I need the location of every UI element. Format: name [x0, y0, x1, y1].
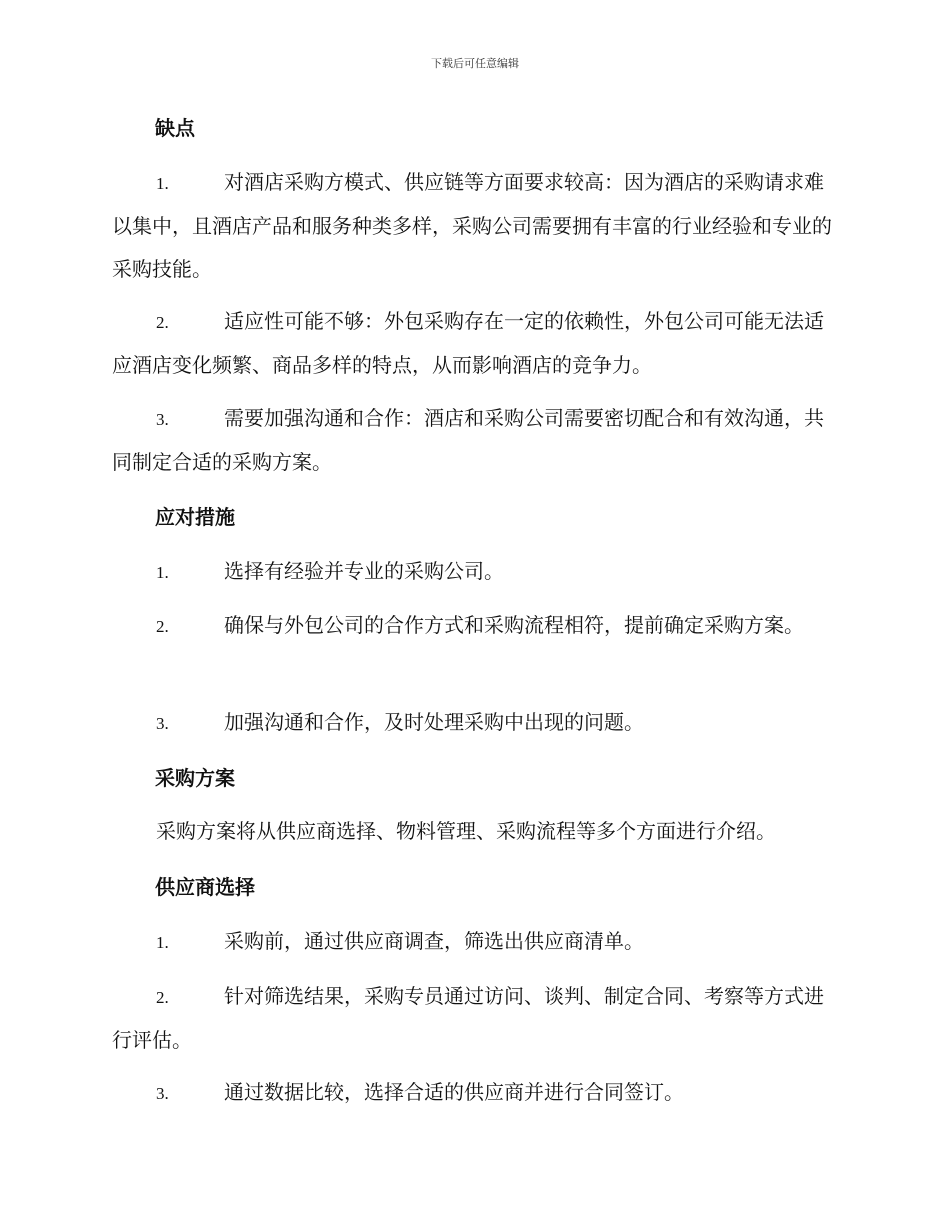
list-number: 2. [156, 617, 169, 636]
list-text: 采购前，通过供应商调查，筛选出供应商清单。 [224, 929, 644, 953]
list-item [112, 550, 838, 594]
list-number: 1. [156, 563, 169, 582]
plan-intro: 采购方案将从供应商选择、物料管理、采购流程等多个方面进行介绍。 [156, 819, 776, 843]
heading-plan: 采购方案 [155, 766, 235, 790]
list-text: 确保与外包公司的合作方式和采购流程相符，提前确定采购方案。 [224, 613, 804, 637]
list-number: 1. [156, 174, 169, 193]
header-note: 下载后可任意编辑 [431, 57, 519, 70]
list-text: 需要加强沟通和合作：酒店和采购公司需要密切配合和有效沟通，共同制定合适的采购方案。 [112, 406, 824, 474]
list-item [112, 701, 838, 745]
list-number: 3. [156, 410, 169, 429]
list-text: 针对筛选结果，采购专员通过访问、谈判、制定合同、考察等方式进行评估。 [112, 984, 824, 1052]
heading-disadvantages: 缺点 [155, 116, 195, 140]
list-item [112, 920, 838, 964]
heading-measures: 应对措施 [155, 505, 235, 529]
list-text: 对酒店采购方模式、供应链等方面要求较高：因为酒店的采购请求难以集中，且酒店产品和服务种类多样，采购公司需要拥有丰富的行业经验和专业的采购技能。 [112, 170, 832, 281]
list-number: 1. [156, 933, 169, 952]
list-number: 2. [156, 988, 169, 1007]
list-number: 3. [156, 714, 169, 733]
list-text: 选择有经验并专业的采购公司。 [224, 559, 504, 583]
list-text: 适应性可能不够：外包采购存在一定的依赖性，外包公司可能无法适应酒店变化频繁、商品多样的特点，从而影响酒店的竞争力。 [112, 309, 824, 377]
list-text: 加强沟通和合作，及时处理采购中出现的问题。 [224, 710, 644, 734]
list-text: 通过数据比较，选择合适的供应商并进行合同签订。 [224, 1080, 684, 1104]
list-item [112, 161, 838, 291]
heading-supplier: 供应商选择 [155, 875, 255, 899]
list-number: 3. [156, 1084, 169, 1103]
list-item [112, 604, 838, 648]
list-item [112, 975, 838, 1062]
list-item [112, 397, 838, 484]
list-item [112, 300, 838, 387]
list-number: 2. [156, 313, 169, 332]
list-item [112, 1071, 838, 1115]
